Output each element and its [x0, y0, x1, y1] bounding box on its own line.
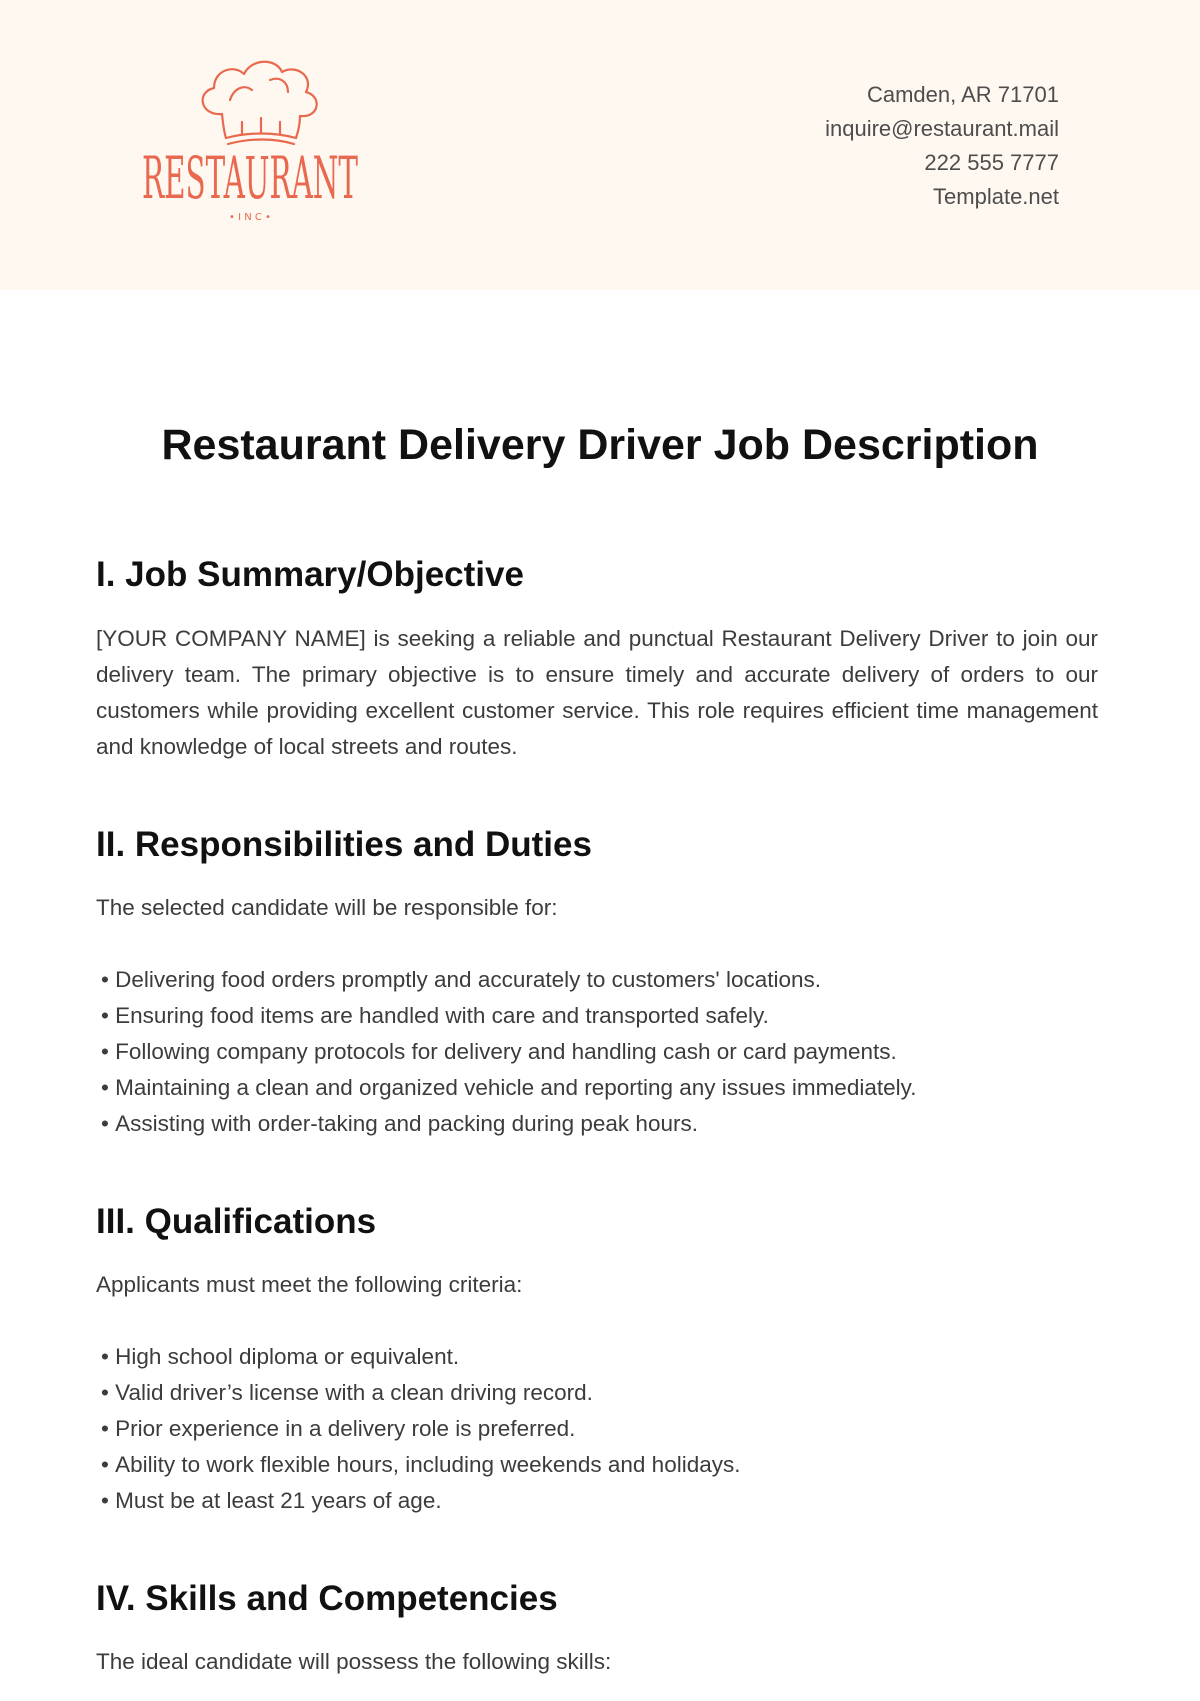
list-item: • High school diploma or equivalent.	[101, 1339, 740, 1375]
list-item: • Delivering food orders promptly and accurately to customers' locations.	[101, 962, 916, 998]
address-text: Camden, AR 71701	[866, 82, 1059, 107]
qualifications-list	[101, 1339, 740, 1519]
responsibilities-intro: The selected candidate will be responsible for:	[96, 895, 558, 920]
logo-subtext: • I N C •	[229, 212, 271, 223]
list-item: • Maintaining a clean and organized vehicle and reporting any issues immediately.	[101, 1070, 916, 1106]
contact-info	[825, 78, 1059, 214]
job-summary-paragraph: [YOUR COMPANY NAME] is seeking a reliable and punctual Restaurant Delivery Driver to join our delivery team. The primary objective is to ensure timely and accurate delivery of orders to our customers while providing excellent customer service. This role requires efficient time management and knowledge of local streets and routes.	[96, 626, 1098, 759]
chef-hat-icon	[130, 52, 370, 242]
section-heading-skills: IV. Skills and Competencies	[96, 1579, 558, 1618]
section-heading-responsibilities: II. Responsibilities and Duties	[96, 825, 592, 864]
qualifications-intro: Applicants must meet the following criteria:	[96, 1272, 523, 1297]
section-heading-qualifications: III. Qualifications	[96, 1202, 377, 1241]
list-item: • Prior experience in a delivery role is preferred.	[101, 1411, 740, 1447]
list-item: • Following company protocols for delivery and handling cash or card payments.	[101, 1034, 916, 1070]
responsibilities-list	[101, 962, 916, 1142]
restaurant-logo	[130, 52, 370, 242]
website-text: Template.net	[933, 184, 1059, 209]
list-item: • Ensuring food items are handled with care and transported safely.	[101, 998, 916, 1034]
phone-text: 222 555 7777	[924, 150, 1059, 175]
document-title: Restaurant Delivery Driver Job Description	[161, 421, 1039, 469]
list-item: • Must be at least 21 years of age.	[101, 1483, 740, 1519]
skills-intro: The ideal candidate will possess the following skills:	[96, 1649, 612, 1674]
list-item: • Assisting with order-taking and packing during peak hours.	[101, 1106, 916, 1142]
email-text: inquire@restaurant.mail	[825, 116, 1059, 141]
list-item: • Valid driver’s license with a clean driving record.	[101, 1375, 740, 1411]
logo-wordmark: RESTAURANT	[142, 144, 359, 212]
letterhead	[0, 0, 1200, 290]
list-item: • Ability to work flexible hours, including weekends and holidays.	[101, 1447, 740, 1483]
section-heading-job-summary: I. Job Summary/Objective	[96, 555, 524, 594]
